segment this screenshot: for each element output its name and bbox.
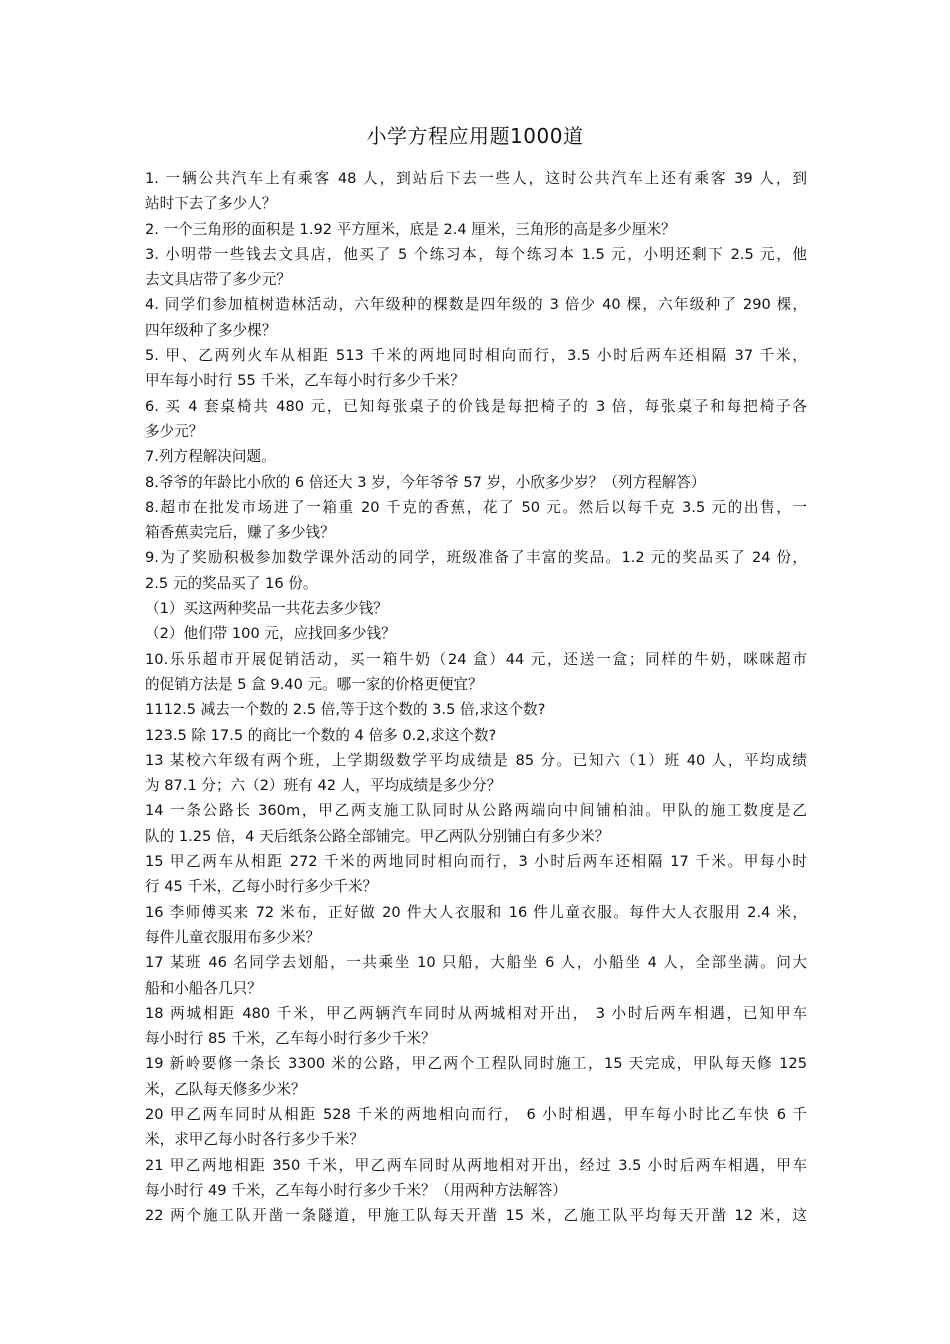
text-line: 2. 一个三角形的面积是 1.92 平方厘米，底是 2.4 厘米，三角形的高是多少厘米？: [145, 220, 676, 238]
text-line: 19 新岭要修一条长 3300 米的公路，甲乙两个工程队同时施工，15 天完成，甲队每天修 125: [145, 1055, 807, 1073]
text-line: 3. 小明带一些钱去文具店，他买了 5 个练习本，每个练习本 1.5 元，小明还剩下 2.5 元，他: [145, 245, 807, 263]
text-line: 2.5 元的奖品买了 16 份。: [145, 574, 318, 592]
text-line: 每件儿童衣服用布多少米？: [145, 928, 321, 946]
text-line: 17 某班 46 名同学去划船，一共乘坐 10 只船，大船坐 6 人，小船坐 4 人，全部坐满。问大: [145, 954, 807, 972]
text-line: 123.5 除 17.5 的商比一个数的 4 倍多 0.2,求这个数?: [145, 726, 497, 744]
text-line: 箱香蕉卖完后，赚了多少钱？: [145, 524, 335, 542]
page-title: 小学方程应用题1000道: [366, 124, 584, 148]
text-line: 甲车每小时行 55 千米，乙车每小时行多少千米？: [145, 372, 465, 390]
text-line: 站时下去了多少人？: [145, 195, 277, 213]
text-line: 米，求甲乙每小时各行多少千米？: [145, 1131, 364, 1149]
text-line: 10.乐乐超市开展促销活动，买一箱牛奶（24 盒）44 元，还送一盒；同样的牛奶，咪咪超市: [145, 650, 807, 668]
text-line: 16 李师傅买来 72 米布，正好做 20 件大人衣服和 16 件儿童衣服。每件大人衣服用 2.4 米，: [145, 903, 807, 921]
text-line: 15 甲乙两车从相距 272 千米的两地同时相向而行，3 小时后两车还相隔 17 千米。甲每小时: [145, 853, 807, 871]
text-line: 6. 买 4 套桌椅共 480 元，已知每张桌子的价钱是每把椅子的 3 倍，每张桌子和每把椅子各: [145, 397, 807, 415]
text-line: 8.爷爷的年龄比小欣的 6 倍还大 3 岁，今年爷爷 57 岁，小欣多少岁？（列方程解答）: [145, 473, 706, 491]
text-line: 21 甲乙两地相距 350 千米，甲乙两车同时从两地相对开出，经过 3.5 小时后两车相遇，甲车: [145, 1156, 807, 1174]
text-line: 每小时行 49 千米，乙车每小时行多少千米？（用两种方法解答）: [145, 1181, 567, 1199]
text-line: 4. 同学们参加植树造林活动，六年级种的棵数是四年级的 3 倍少 40 棵，六年级种了 290 棵，: [145, 296, 807, 314]
text-line: 8.超市在批发市场进了一箱重 20 千克的香蕉，花了 50 元。然后以每千克 3.5 元的出售，一: [145, 498, 807, 516]
text-line: 米，乙队每天修多少米？: [145, 1080, 306, 1098]
text-line: 的促销方法是 5 盒 9.40 元。哪一家的价格更便宜？: [145, 675, 483, 693]
text-line: 20 甲乙两车同时从相距 528 千米的两地相向而行， 6 小时相遇，甲车每小时比乙车快 6 千: [145, 1105, 807, 1123]
text-line: 四年级种了多少棵？: [145, 321, 277, 339]
text-line: 多少元？: [145, 422, 204, 440]
document-body: [145, 166, 807, 1228]
text-line: 13 某校六年级有两个班，上学期级数学平均成绩是 85 分。已知六（1）班 40 人，平均成绩: [145, 751, 807, 769]
text-line: 18 两城相距 480 千米，甲乙两辆汽车同时从两城相对开出， 3 小时后两车相遇，已知甲车: [145, 1004, 807, 1022]
text-line: 为 87.1 分；六（2）班有 42 人，平均成绩是多少分？: [145, 777, 502, 795]
text-line: 5. 甲、乙两列火车从相距 513 千米的两地同时相向而行，3.5 小时后两车还相隔 37 千米，: [145, 347, 807, 365]
text-line: 9.为了奖励积极参加数学课外活动的同学，班级准备了丰富的奖品。1.2 元的奖品买了 24 份，: [145, 549, 807, 567]
text-line: 22 两个施工队开凿一条隧道，甲施工队每天开凿 15 米，乙施工队平均每天开凿 12 米，这: [145, 1207, 807, 1225]
text-line: 行 45 千米，乙每小时行多少千米？: [145, 878, 378, 896]
text-line: 队的 1.25 倍，4 天后纸条公路全部铺完。甲乙两队分别铺白有多少米？: [145, 827, 610, 845]
text-line: 1112.5 减去一个数的 2.5 倍,等于这个数的 3.5 倍,求这个数?: [145, 701, 546, 719]
text-line: 船和小船各几只？: [145, 979, 262, 997]
text-line: 1. 一辆公共汽车上有乘客 48 人，到站后下去一些人，这时公共汽车上还有乘客 39 人，到: [145, 170, 807, 187]
text-line: （1）买这两种奖品一共花去多少钱？: [145, 600, 388, 618]
text-line: 每小时行 85 千米，乙车每小时行多少千米？: [145, 1030, 436, 1048]
text-line: （2）他们带 100 元，应找回多少钱？: [145, 625, 396, 643]
text-line: 7.列方程解决问题。: [145, 448, 276, 466]
text-line: 去文具店带了多少元？: [145, 271, 291, 289]
text-line: 14 一条公路长 360m，甲乙两支施工队同时从公路两端向中间铺柏油。甲队的施工数度是乙: [145, 802, 807, 820]
